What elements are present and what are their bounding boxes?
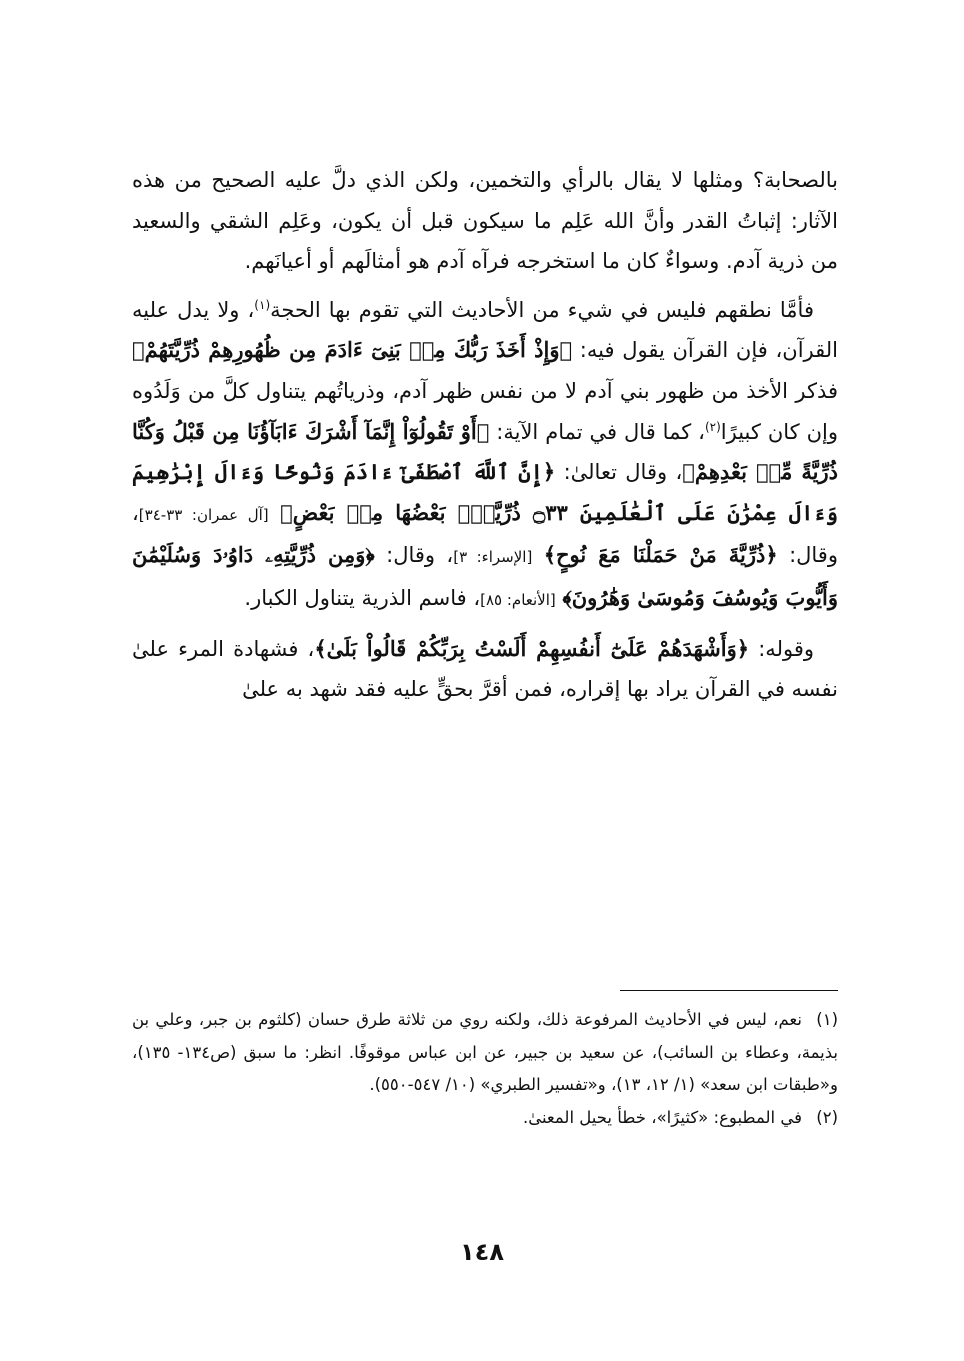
verse-reference: [الإسراء: ٣] — [453, 548, 533, 567]
quran-verse: ﴿وَأَشْهَدَهُمْ عَلَىٰٓ أَنفُسِهِمْ أَلَسْتُ بِرَبِّكُمْ قَالُواْ بَلَىٰ﴾ — [314, 635, 750, 661]
paragraph-2-text-2: ، ولا يدل عليه القرآن، فإن القرآن يقول فيه: — [132, 297, 838, 363]
quran-verse: ﴿وَمِن ذُرِّيَّتِهِۦ دَاوُۥدَ وَسُلَيْمَٰنَ وَأَيُّوبَ وَيُوسُفَ وَمُوسَىٰ وَهَٰرُونَ﴾ — [132, 542, 838, 610]
quran-verse: ﴿أَوْ تَقُولُوٓاْ إِنَّمَآ أَشْرَكَ ءَابَآؤُنَا مِن قَبْلُ وَكُنَّا ذُرِّيَّةً مِّنۢ بَعْدِهِمْ﴾ — [132, 418, 838, 485]
paragraph-2-text-8: ، فاسم الذرية يتناول الكبار. — [244, 585, 481, 610]
verse-reference: [آل عمران: ٣٣-٣٤] — [138, 505, 269, 524]
quran-verse: ﴿وَإِذْ أَخَذَ رَبُّكَ مِنۢ بَنِىٓ ءَادَمَ مِن ظُهُورِهِمْ ذُرِّيَّتَهُمْ﴾ — [132, 337, 573, 363]
paragraph-2-text-4: ، كما قال في تمام الآية: — [496, 419, 705, 444]
footnote-text: نعم، ليس في الأحاديث المرفوعة ذلك، ولكنه روي من ثلاثة طرق حسان (كلثوم بن جبر، وعلي بن بذيمة، وعطاء بن السائب)، عن سعيد بن جبير، عن ابن عباس موقوفًا. انظر: ما سبق (ص١٣٤- ١٣٥)، و«طبقات ابن سعد» (١/ ١٢، ١٣)، و«تفسير الطبري» (١٠/ ٥٤٧-٥٥٠). — [132, 1010, 839, 1095]
paragraph-3 — [132, 629, 838, 710]
paragraph-2-text-7: ، وقال: — [386, 543, 454, 568]
paragraph-2 — [132, 290, 838, 621]
paragraph-1 — [132, 160, 838, 282]
paragraph-2-text-1: فأمَّا نطقهم فليس في شيء من الأحاديث التي تقوم بها الحجة — [270, 297, 814, 322]
quran-verse: ﴿ذُرِّيَّةَ مَنْ حَمَلْنَا مَعَ نُوحٍ﴾ — [543, 542, 778, 568]
footnote-separator — [620, 990, 838, 991]
verse-reference: [الأنعام: ٨٥] — [480, 590, 556, 609]
footnotes — [132, 1004, 838, 1134]
footnote-text: في المطبوع: «كثيرًا»، خطأ يحيل المعنىٰ. — [522, 1107, 802, 1127]
footnote-number: (٢) — [816, 1107, 838, 1127]
quran-verse: ﴿إِنَّ ٱللَّهَ ٱصْطَفَىٰٓ ءَادَمَ وَنُوحًا وَءَالَ إِبْرَٰهِيمَ وَءَالَ عِمْرَٰنَ عَلَى ٱلْعَٰلَمِينَ ۝٣٣ ذُرِّيَّةًۢ بَعْضُهَا مِنۢ بَعْضٍ﴾ — [132, 459, 838, 525]
footnote-1 — [132, 1004, 838, 1102]
paragraph-3-text-1: وقوله: — [758, 636, 814, 661]
footnote-number: (١) — [816, 1010, 838, 1029]
paragraph-2-text-6: ، وقال: — [132, 500, 838, 568]
paragraph-1-text: بالصحابة؟ ومثلها لا يقال بالرأي والتخمين، ولكن الذي دلَّ عليه الصحيح من هذه الآثار: إثباتُ القدر وأنَّ الله عَلِم ما سيكون قبل أن يكون، وعَلِم الشقي والسعيد من ذرية آدم. وسواءٌ كان ما استخرجه فرآه آدم هو أمثالَهم أو أعيانَهم. — [132, 168, 838, 274]
page-number: ١٤٨ — [460, 1238, 504, 1266]
footnote-2 — [132, 1102, 838, 1135]
footnote-ref-1[interactable]: (١) — [254, 297, 271, 312]
paragraph-3-text-2: ، فشهادة المرء علىٰ نفسه في القرآن يراد بها إقراره، فمن أقرَّ بحقٍّ عليه فقد شهد به علىٰ — [132, 636, 838, 702]
footnote-ref-2[interactable]: (٢) — [704, 419, 721, 434]
paragraph-2-text-5: ، وقال تعالىٰ: — [563, 460, 683, 485]
paragraph-2-text-3: فذكر الأخذ من ظهور بني آدم لا من نفس ظهر آدم، وذرياتُهم يتناول كلَّ من وَلَدُوه وإن كان كبيرًا — [132, 378, 838, 444]
main-text — [132, 160, 838, 710]
